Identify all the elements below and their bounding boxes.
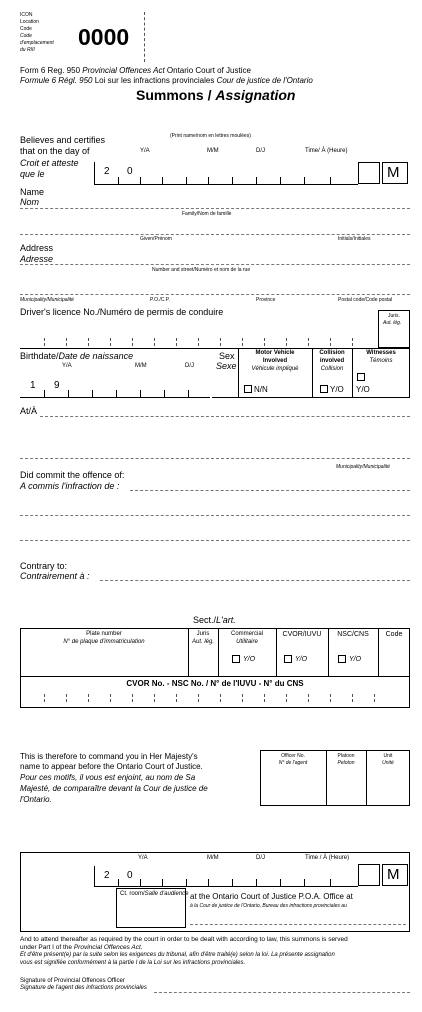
court-office-fr: à la Cour de justice de l'Ontario, Bureau des infractions provinciales au xyxy=(190,903,347,909)
emplacement-label-fr: d'emplacement xyxy=(20,40,54,46)
appearance-hour-box[interactable] xyxy=(358,864,380,886)
certify-label-en2: that on the day of xyxy=(20,146,90,156)
appearance-year-label: Y/A xyxy=(138,855,148,861)
motor-vehicle-checkbox[interactable] xyxy=(244,385,252,393)
po-caption: P.O./C.P. xyxy=(150,297,170,303)
collision-label-fr: Collision xyxy=(320,366,344,372)
form-number-fr: Formule 6 Régl. 950 xyxy=(20,76,93,85)
code-label: Code xyxy=(385,631,403,638)
cvor-number-label: CVOR No. - NSC No. / N° de l'IUVU - N° du CNS xyxy=(126,679,304,688)
cvor-checkbox[interactable] xyxy=(284,655,292,663)
form-line-fr xyxy=(20,76,313,85)
title-fr: Assignation xyxy=(215,87,296,103)
motor-vehicle-label: Motor Vehicle xyxy=(255,350,295,356)
involved-label: Involved xyxy=(262,358,288,364)
birth-day-label: D/J xyxy=(185,363,194,369)
platoon-label-fr: Peloton xyxy=(337,760,355,766)
certify-time-label: Time/ À (Heure) xyxy=(305,148,348,154)
birth-year-digit-2: 9 xyxy=(54,380,60,391)
section-label-en: Sect./ xyxy=(193,615,217,625)
birthdate-label xyxy=(20,351,133,361)
witnesses-checkbox[interactable] xyxy=(357,373,365,381)
nsc-label: NSC/CNS xyxy=(337,631,369,638)
offence-municipality-caption: Municipality/Municipalité xyxy=(336,464,390,470)
icon-label: ICON xyxy=(20,12,33,18)
at-location-line[interactable] xyxy=(40,416,410,417)
certify-label-en1: Believes and certifies xyxy=(20,135,106,145)
footer-en-1: And to attend thereafter as required by the court in order to be dealt with according to law, this summons is served xyxy=(20,936,348,943)
offence-line-1[interactable] xyxy=(130,490,410,491)
appearance-month-label: M/M xyxy=(207,855,219,861)
collision-label: Collision xyxy=(319,350,345,356)
witnesses-option: Y/O xyxy=(356,385,370,394)
contrary-label-fr: Contrairement à : xyxy=(20,571,90,581)
family-name-line[interactable] xyxy=(20,208,410,209)
section-label xyxy=(193,615,236,625)
given-name-line[interactable] xyxy=(20,234,410,235)
municipality-caption: Municipality/Municipalité xyxy=(20,297,74,303)
commercial-label-fr: Utilitaire xyxy=(236,639,258,645)
court-office-en: at the Ontario Court of Justice P.O.A. Office at xyxy=(190,892,353,901)
unit-label-fr: Unité xyxy=(382,760,394,766)
name-label-fr: Nom xyxy=(20,197,40,207)
appearance-day-label: D/J xyxy=(256,855,265,861)
nsc-checkbox[interactable] xyxy=(338,655,346,663)
section-label-fr: L'art. xyxy=(216,615,236,625)
vehicule-implique-label: Véhicule impliqué xyxy=(251,366,299,372)
plate-number-label: Plate number xyxy=(86,631,122,637)
birthdate-label-en: Birthdate/ xyxy=(20,351,59,361)
appearance-year-digit-2: 0 xyxy=(127,870,133,881)
witnesses-label: Witnesses xyxy=(366,350,396,356)
address-label-fr: Adresse xyxy=(20,254,54,264)
at-location-line-2[interactable] xyxy=(20,458,410,459)
riii-label-fr: du RIII xyxy=(20,47,35,53)
sex-label-fr: Sexe xyxy=(216,361,237,371)
province-caption: Province xyxy=(256,297,276,303)
form-line-en xyxy=(20,66,251,75)
command-en-2: name to appear before the Ontario Court of Justice. xyxy=(20,762,203,771)
municipality-line[interactable] xyxy=(20,294,410,295)
contrary-line[interactable] xyxy=(100,580,410,581)
birthdate-label-fr: Date de naissance xyxy=(58,351,134,361)
temoins-label: Témoins xyxy=(369,358,393,364)
footer-en-2a: under Part I of the xyxy=(20,944,74,951)
appearance-time-label: Time / À (Heure) xyxy=(305,855,350,861)
collision-checkbox[interactable] xyxy=(320,385,328,393)
platoon-label: Platoon xyxy=(337,753,355,759)
act-name: Provincial Offences Act xyxy=(82,66,165,75)
icon-divider xyxy=(144,12,145,62)
page-title xyxy=(136,87,295,103)
code-label: Code xyxy=(20,26,32,32)
court-office-line[interactable] xyxy=(190,924,406,925)
birth-year-digit-1: 1 xyxy=(30,380,36,391)
commercial-label: Commercial xyxy=(230,631,263,637)
commercial-checkbox[interactable] xyxy=(232,655,240,663)
plate-juris-label: Juris xyxy=(196,631,210,637)
cvor-label: CVOR/IUVU xyxy=(282,631,322,638)
street-caption: Number and street/Numéro et nom de la rue xyxy=(152,267,251,273)
birth-month-label: M/M xyxy=(135,363,147,369)
form-number: Form 6 Reg. 950 xyxy=(20,66,81,75)
meridiem-marker: M xyxy=(387,164,400,181)
act-name-fr: Loi sur les infractions provinciales xyxy=(94,76,215,85)
time-hour-box[interactable] xyxy=(358,162,380,184)
contrary-label-en: Contrary to: xyxy=(20,561,68,571)
collision-involved-label: involved xyxy=(319,358,345,364)
location-code: 0000 xyxy=(78,24,130,50)
birth-year-label: Y/A xyxy=(62,363,72,369)
command-en-1: This is therefore to command you in Her Majesty's xyxy=(20,752,198,761)
licence-label: Driver's licence No./Numéro de permis de conduire xyxy=(20,307,224,317)
command-fr-2: Majesté, de comparaître devant la Cour de justice de xyxy=(20,784,208,793)
print-name-hint: (Print name/nom en lettres moulées) xyxy=(170,133,251,139)
plate-number-label-fr: N° de plaque d'immatriculation xyxy=(63,639,145,645)
footer-fr-2: vous est signifiée conformément à la partie I de la Loi sur les infractions provinciales. xyxy=(20,960,246,966)
commercial-option: Y/O xyxy=(243,656,256,663)
plate-juris-label-fr: Aut. lég. xyxy=(191,639,214,645)
collision-option: Y/O xyxy=(330,385,344,394)
command-fr-3: l'Ontario. xyxy=(20,795,52,804)
command-fr-1: Pour ces motifs, il vous est enjoint, au nom de Sa xyxy=(20,773,196,782)
footer-en-2 xyxy=(20,944,143,951)
initials-caption: Initials/Initiales xyxy=(338,236,371,242)
licence-juris-label: Juris. xyxy=(388,313,400,319)
officer-no-label: Officer No. xyxy=(281,753,305,759)
title-en: Summons / xyxy=(136,87,216,103)
postal-caption: Postal code/Code postal xyxy=(338,297,393,303)
offence-line-2[interactable] xyxy=(20,515,410,516)
courtroom-label xyxy=(120,891,189,897)
motor-vehicle-option: N/N xyxy=(254,385,268,394)
licence-juris-label-fr: Aut. lég. xyxy=(383,320,402,326)
offence-label-en: Did commit the offence of: xyxy=(20,470,125,480)
code-label-fr: Code xyxy=(20,33,32,39)
certify-year-digit-1: 2 xyxy=(104,166,110,177)
appearance-year-digit-1: 2 xyxy=(104,870,110,881)
offence-label-fr: A commis l'infraction de : xyxy=(20,481,120,491)
name-label-en: Name xyxy=(20,187,45,197)
footer-en-2b: Provincial Offences Act. xyxy=(73,944,143,951)
given-name-caption: Given/Prénom xyxy=(140,236,172,242)
court-name: Ontario Court of Justice xyxy=(166,66,251,75)
signature-line[interactable] xyxy=(154,992,410,993)
address-label-en: Address xyxy=(20,243,54,253)
certify-day-label: D/J xyxy=(256,148,265,154)
unit-label: Unit xyxy=(383,753,393,759)
sex-label-en: Sex xyxy=(219,351,235,361)
court-name-fr: Cour de justice de l'Ontario xyxy=(216,76,313,85)
certify-year-label: Y/A xyxy=(140,148,150,154)
signature-label-fr: Signature de l'agent des infractions provinciales xyxy=(20,985,147,991)
officer-no-label-fr: N° de l'agent xyxy=(278,760,308,766)
appearance-meridiem-marker: M xyxy=(387,866,400,883)
courtroom-label-en: Ct. room/ xyxy=(120,891,145,897)
courtroom-label-fr: Salle d'audience xyxy=(144,891,189,897)
certify-year-digit-2: 0 xyxy=(127,166,133,177)
footer-fr-1: Et d'être présent(e) par la suite selon les exigences du tribunal, afin d'être traité(e) selon la loi. La présente assignation xyxy=(20,952,335,958)
offence-line-3[interactable] xyxy=(20,540,410,541)
nsc-option: Y/O xyxy=(349,656,362,663)
street-line[interactable] xyxy=(20,264,410,265)
at-label: At/À xyxy=(20,406,38,416)
certify-month-label: M/M xyxy=(207,148,219,154)
signature-label-en: Signature of Provincial Offences Officer xyxy=(20,978,125,984)
certify-label-fr1: Croit et atteste xyxy=(20,158,79,168)
location-label: Location xyxy=(20,19,39,25)
certify-label-fr2: que le xyxy=(20,169,45,179)
cvor-option: Y/O xyxy=(295,656,308,663)
family-name-caption: Family/Nom de famille xyxy=(182,211,232,217)
